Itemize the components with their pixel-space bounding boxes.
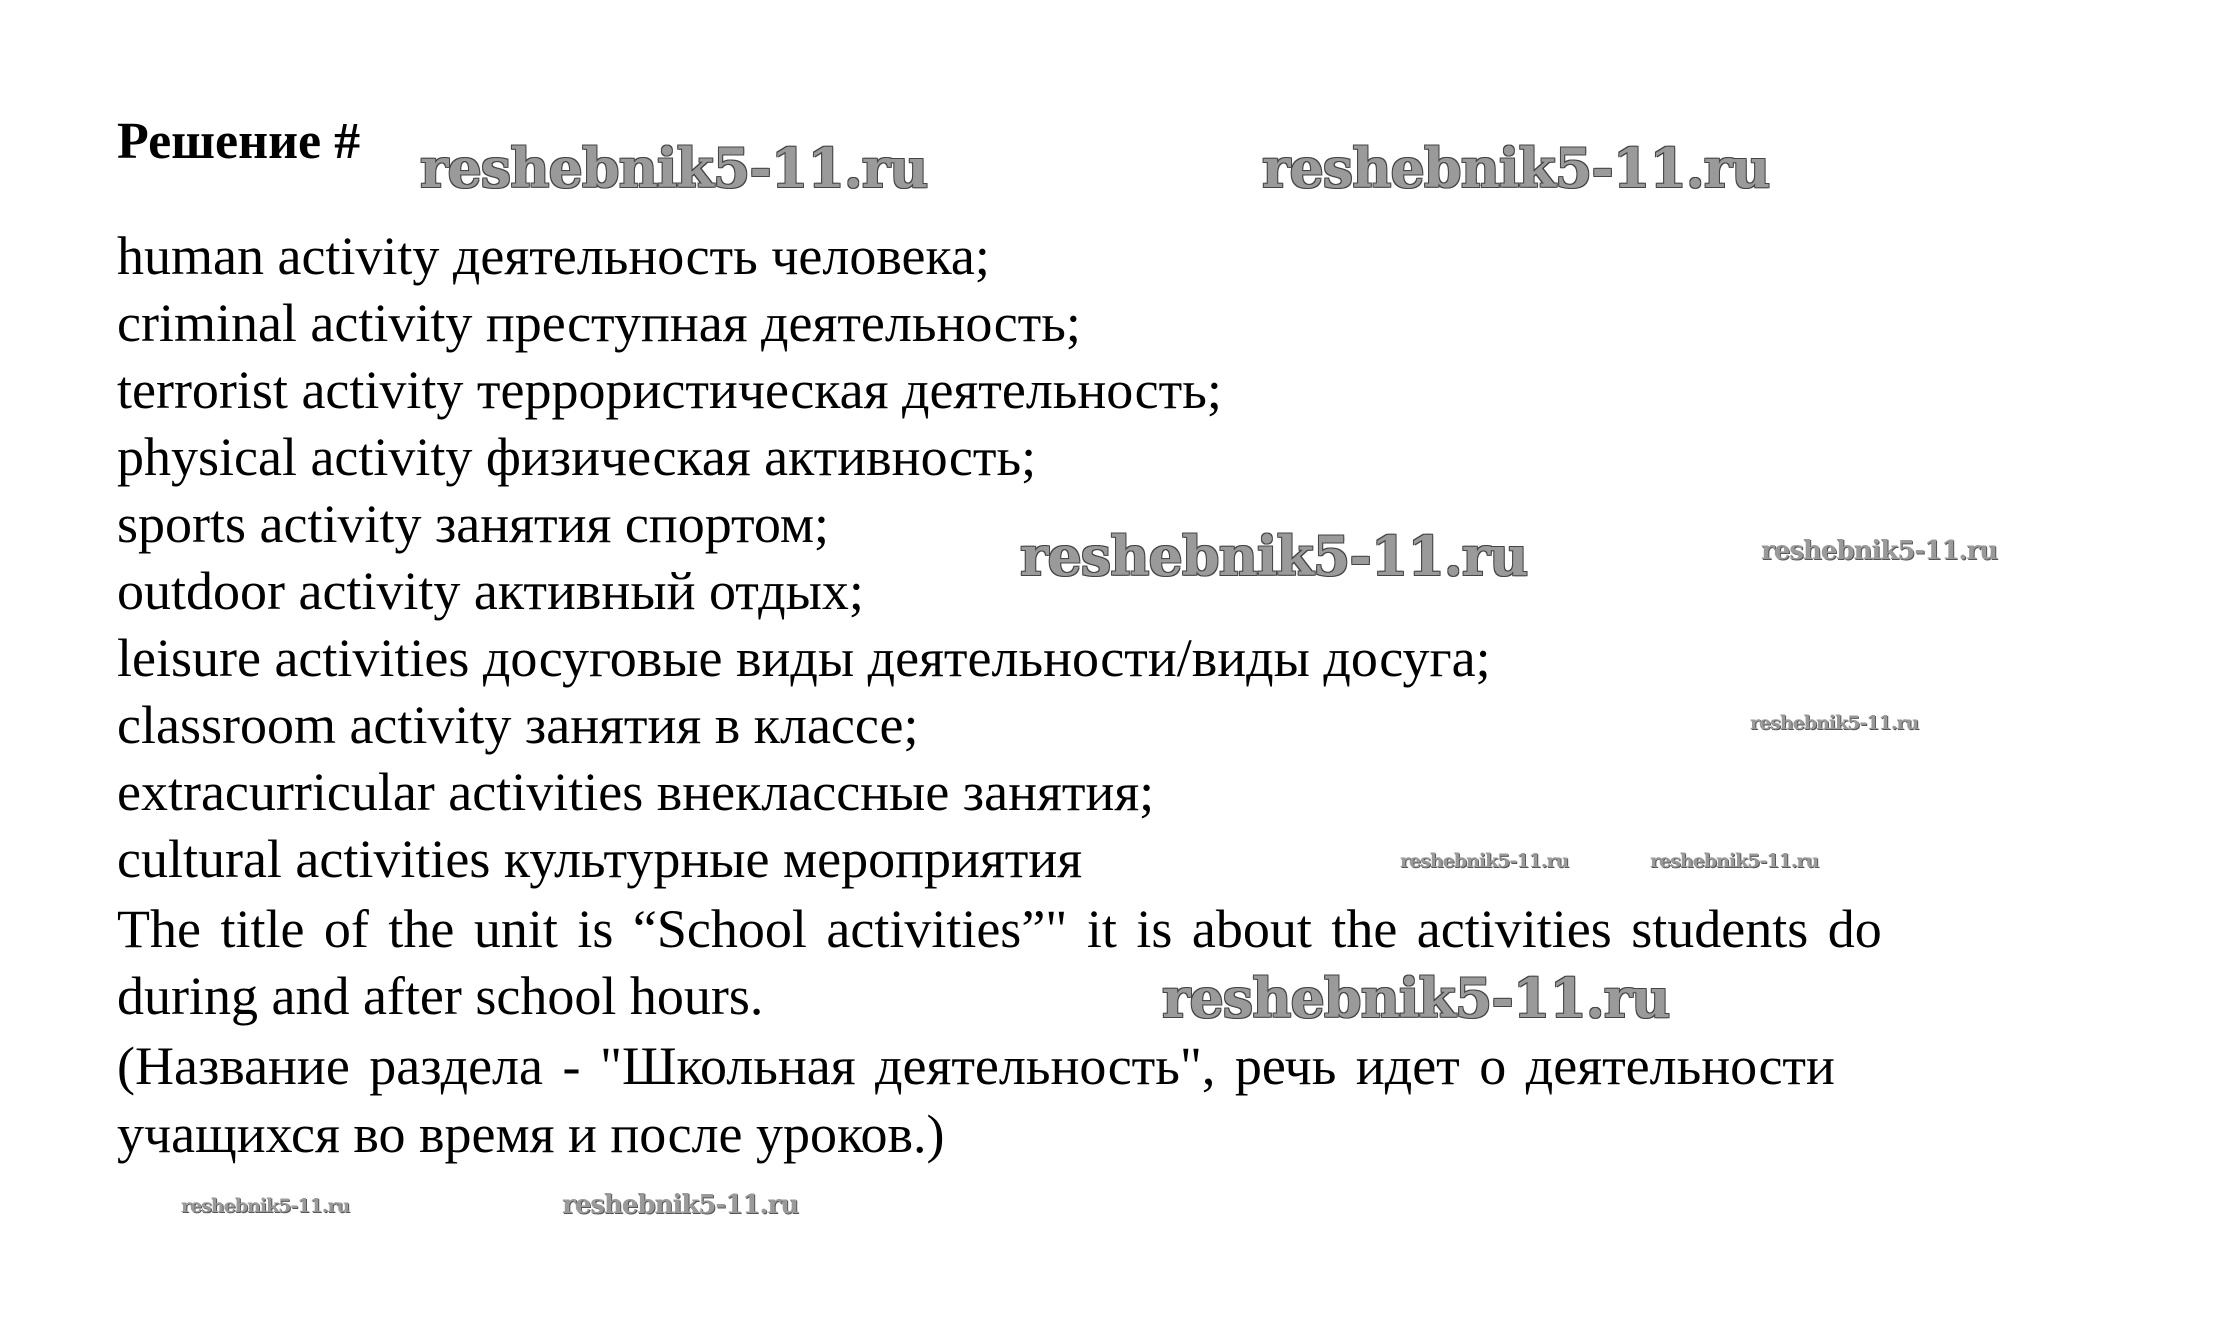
vocab-line: sports activity занятия спортом; xyxy=(117,494,830,554)
vocab-line: cultural activities культурные мероприятия xyxy=(117,829,1083,889)
solution-heading: Решение # xyxy=(117,113,361,170)
watermark: reshebnik5-11.ru xyxy=(1750,712,1919,734)
vocab-line: outdoor activity активный отдых; xyxy=(117,561,864,621)
vocab-line: terrorist activity террористическая деятельность; xyxy=(117,360,1222,420)
russian-paragraph-line-1: (Название раздела - "Школьная деятельность", речь идет о деятельности xyxy=(117,1036,1835,1096)
russian-paragraph-line-2: учащихся во время и после уроков.) xyxy=(117,1104,945,1164)
vocab-line: leisure activities досуговые виды деятельности/виды досуга; xyxy=(117,628,1491,688)
watermark: reshebnik5-11.ru xyxy=(1650,850,1819,872)
vocab-line: classroom activity занятия в классе; xyxy=(117,695,919,755)
watermark: reshebnik5-11.ru xyxy=(1262,136,1770,200)
watermark: reshebnik5-11.ru xyxy=(420,136,928,200)
english-paragraph-line-1: The title of the unit is “School activities”" it is about the activities students do xyxy=(117,899,1882,959)
vocab-line: criminal activity преступная деятельность; xyxy=(117,293,1081,353)
vocab-line: human activity деятельность человека; xyxy=(117,226,990,286)
watermark: reshebnik5-11.ru xyxy=(1020,524,1528,588)
english-paragraph-line-2: during and after school hours. xyxy=(117,966,764,1026)
watermark: reshebnik5-11.ru xyxy=(181,1195,350,1217)
vocab-line: physical activity физическая активность; xyxy=(117,427,1037,487)
watermark: reshebnik5-11.ru xyxy=(1761,536,1998,566)
watermark: reshebnik5-11.ru xyxy=(562,1190,799,1220)
vocab-line: extracurricular activities внеклассные занятия; xyxy=(117,762,1155,822)
watermark: reshebnik5-11.ru xyxy=(1162,966,1670,1030)
watermark: reshebnik5-11.ru xyxy=(1400,850,1569,872)
